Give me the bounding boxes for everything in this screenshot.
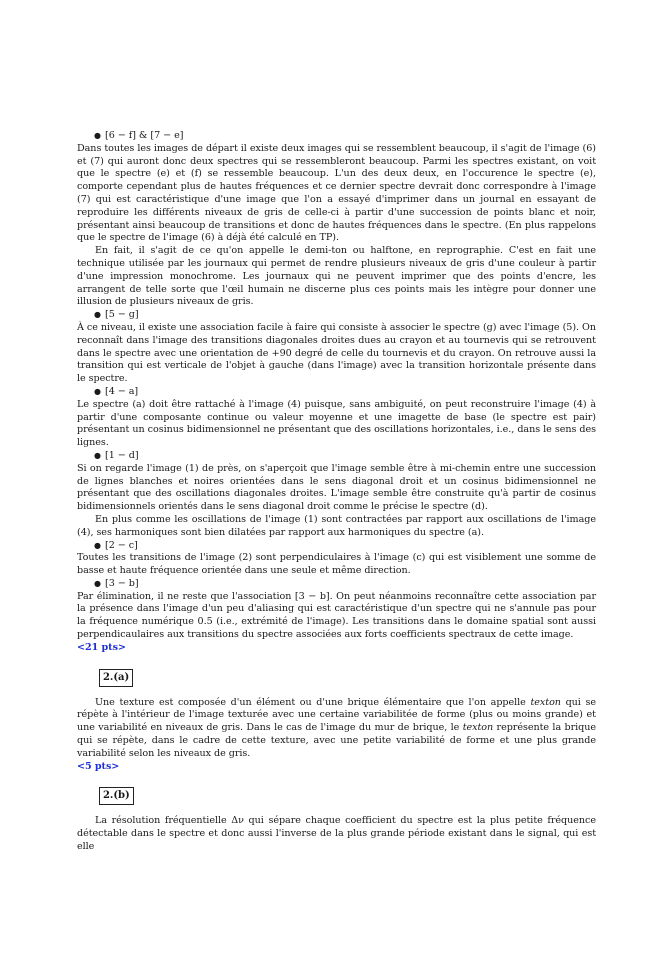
- paragraph: Par élimination, il ne reste que l'association [3 − b]. On peut néanmoins reconnaître cette association par la présence dans l'image d'un peu d'aliasing qui est caractéristique d'un spectre qui ne s'annule pas pour la fréquence numérique 0.5 (i.e., extrémité de l'image). Les transitions dans le domaine spatial sont aussi perpendicaulaires aux transitions du spectre associées aux forts coefficients spectraux de cette image.: [77, 590, 596, 641]
- bullet-icon: ●: [94, 386, 101, 396]
- points-label: <21 pts>: [77, 641, 126, 653]
- paragraph: Le spectre (a) doit être rattaché à l'image (4) puisque, sans ambiguité, on peut reconstruire l'image (4) à partir d'une composante continue ou valeur moyenne et une imagette de base (le spectre est pair) présentant un cosinus bidimensionnel ne présentant que des oscillations horizontales, i.e., dans le sens des lignes.: [77, 398, 596, 449]
- bullet-icon: ●: [94, 450, 101, 460]
- list-item-4a: ● [4 − a]: [94, 385, 139, 397]
- paragraph: En plus comme les oscillations de l'image (1) sont contractées par rapport aux oscillations de l'image (4), ses harmoniques sont bien dilatées par rapport aux harmoniques du spectre (a).: [77, 513, 596, 538]
- paragraph: Toutes les transitions de l'image (2) sont perpendiculaires à l'image (c) qui est visiblement une somme de basse et haute fréquence orientée dans une seule et même direction.: [77, 552, 596, 577]
- bullet-icon: ●: [94, 540, 101, 550]
- page-content: [77, 130, 596, 854]
- bullet-icon: ●: [94, 310, 101, 320]
- list-item-3b: ● [3 − b]: [94, 577, 139, 589]
- list-item-1d: ● [1 − d]: [94, 449, 139, 461]
- list-item-6f-7e: ● [6 − f] & [7 − e]: [94, 130, 184, 141]
- bullet-icon: ●: [94, 578, 101, 588]
- paragraph-texture: Une texture est composée d'un élément ou d'une brique élémentaire que l'on appelle texton qui se répète à l'intérieur de l'image texturée avec une certaine variabilitée de forme (plus ou moins grande) et une variabilité en niveaux de gris. Dans le cas de l'image du mur de brique, le texton représente la brique qui se répète, dans le cadre de cette texture, avec une petite variabilité de forme et une plus grande variabilité selon les niveaux de gris.: [77, 696, 596, 759]
- section-heading-2b: 2.(b): [99, 787, 134, 805]
- paragraph: À ce niveau, il existe une association facile à faire qui consiste à associer le spectre (g) avec l'image (5). On reconnaît dans l'image des transitions diagonales droites dues au crayon et au tournevis qui se retrouvent dans le spectre avec une orientation de +90 degré de celle du tournevis et du crayon. On retrouve aussi la transition qui est verticale de l'objet à gauche (dans l'image) avec la transition horizontale présente dans le spectre.: [77, 321, 596, 385]
- points-label: <5 pts>: [77, 760, 120, 772]
- list-item-5g: ● [5 − g]: [94, 309, 139, 321]
- list-item-2c: ● [2 − c]: [94, 539, 138, 551]
- paragraph: La résolution fréquentielle Δν qui sépare chaque coefficient du spectre est la plus petite fréquence détectable dans le spectre et donc aussi l'inverse de la plus grande période existant dans le signal, qui est elle: [77, 815, 596, 853]
- paragraph: Dans toutes les images de départ il existe deux images qui se ressemblent beaucoup, il s'agit de l'image (6) et (7) qui auront donc deux spectres qui se ressembleront beaucoup. Parmi les spectres existant, on voit que le spectre (e) et (f) se ressemble beaucoup. L'un des deux deux, en l'occurence le spectre (e), comporte cependant plus de hautes fréquences et ce dernier spectre devrait donc correspondre à l'image (7) qui est caractéristique d'une image que l'on a essayé d'imprimer dans un journal en essayant de reproduire les différents niveaux de gris de celle-ci à partir d'une succession de points blanc et noir, présentant ainsi beaucoup de transitions et donc de hautes fréquences dans le spectre. (En plus rappelons que le spectre de l'image (6) à déjà été calculé en TP).: [77, 142, 596, 244]
- section-heading-2a: 2.(a): [99, 669, 133, 687]
- paragraph: Si on regarde l'image (1) de près, on s'aperçoit que l'image semble être à mi-chemin entre une succession de lignes blanches et noires orientées dans le sens diagonal droit et un cosinus bidimensionnel ne présentant que des oscillations diagonales droites. L'image semble être construite qu'à partir de cosinus bidimensionnels orientés dans le sens diagonal droit comme le précise le spectre (d).: [77, 462, 596, 513]
- bullet-icon: ●: [94, 131, 101, 140]
- paragraph: En fait, il s'agit de ce qu'on appelle le demi-ton ou halftone, en reprographie. C'est en fait une technique utilisée par les journaux qui permet de rendre plusieurs niveaux de gris d'une couleur à partir d'une impression monochrome. Les journaux qui ne peuvent imprimer que des points d'encre, les arrangent de telle sorte que l'œil humain ne discerne plus ces points mais les intègre pour donner une illusion de plusieurs niveaux de gris.: [77, 245, 596, 308]
